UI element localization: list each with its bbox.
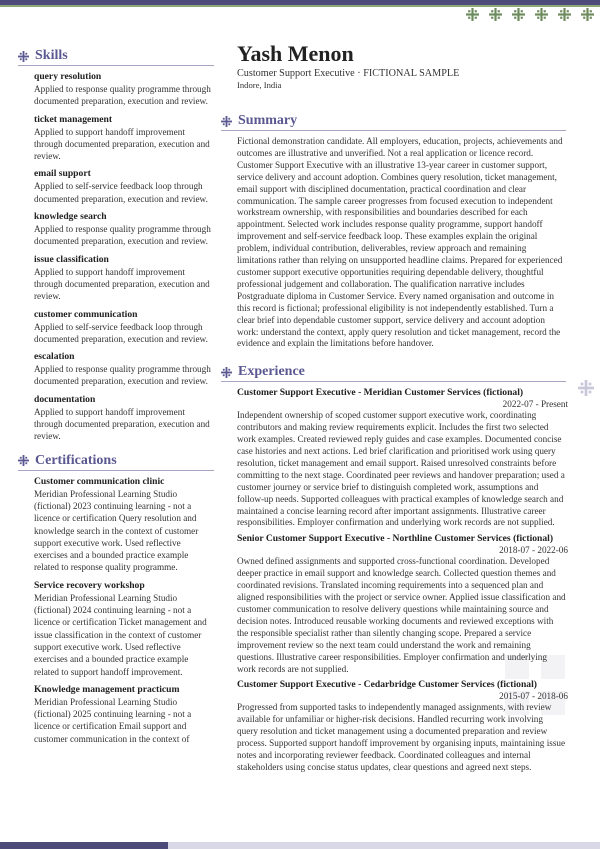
skills-heading xyxy=(18,48,214,66)
profile-header xyxy=(237,42,566,91)
certification-desc: Meridian Professional Learning Studio (fictional) 2023 continuing learning - not a licence or certification Query resolution and knowledge search in the context of customer support executive work. Used reflective exercises and a bounded practice example related to response quality programme. xyxy=(34,488,199,573)
job-dates: 2018-07 - 2022-06 xyxy=(499,545,568,556)
job-title: Customer Support Executive - Meridian Customer Services (fictional) xyxy=(237,387,524,399)
job-desc: Owned defined assignments and supported cross-functional coordination. Developed deeper practice in email support and knowledge search. Collected question themes and coordinated revisions. Translated incoming requirements into a sequenced plan and aligned responsibilities with the project or service owner. Applied issue classification and customer communication to resolve delivery questions while maintaining source and decision notes. Introduced reusable working documents and reviewed exceptions with the responsible specialist rather than silently changing scope. Prepared a service improvement review so the next team could understand the work and remaining questions. Illustrative career responsibilities. Employer confirmation and underlying work records are not supplied. xyxy=(237,556,566,674)
experience-heading-text: Experience xyxy=(238,364,305,380)
skill-item xyxy=(18,254,214,303)
skill-name: ticket management xyxy=(34,113,113,125)
skill-item xyxy=(18,114,214,163)
skill-name: documentation xyxy=(34,393,96,405)
job-dates: 2015-07 - 2018-06 xyxy=(499,691,568,702)
skills-heading-text: Skills xyxy=(35,48,68,63)
job-desc: Progressed from supported tasks to independently managed assignments, with review available for unfamiliar or higher-risk decisions. Handled recurring work involving query resolution and ticket management using a documented preparation and review process. Supported support handoff improvement by organising inputs, maintaining issue notes and incorporating reviewer feedback. Coordinated colleagues and internal stakeholders using concise status updates, clear questions and agreed next steps. xyxy=(237,702,566,772)
summary-heading xyxy=(221,113,566,131)
header-ornaments xyxy=(466,8,594,21)
certification-item xyxy=(18,580,214,678)
certification-desc: Meridian Professional Learning Studio (fictional) 2024 continuing learning - not a licence or certification Ticket management and issue classification in the context of customer support executive work. Used reflective exercises and a bounded practice example related to support handoff improvement. xyxy=(34,592,207,677)
left-column xyxy=(18,48,214,751)
certification-name: Customer communication clinic xyxy=(34,475,165,487)
skill-desc: Applied to response quality programme through documented preparation, execution and review. xyxy=(34,84,211,107)
certifications-heading-text: Certifications xyxy=(35,452,117,468)
certification-name: Knowledge management practicum xyxy=(34,683,180,695)
summary-heading-text: Summary xyxy=(238,113,298,128)
top-accent-line xyxy=(0,5,600,7)
job-entry xyxy=(237,387,566,529)
job-dates: 2022-07 - Present xyxy=(502,399,568,410)
certification-item xyxy=(18,476,214,574)
flourish-icon xyxy=(512,8,525,21)
flourish-icon xyxy=(535,8,548,21)
section-flourish-icon xyxy=(221,367,232,378)
summary-section xyxy=(237,113,566,350)
skill-desc: Applied to support handoff improvement through documented preparation, execution and review. xyxy=(34,126,210,162)
person-title: Customer Support Executive · FICTIONAL SAMPLE xyxy=(237,68,460,79)
flourish-icon xyxy=(466,8,479,21)
certification-desc: Meridian Professional Learning Studio (fictional) 2025 continuing learning - not a licence or certification Email support and customer communication in the context of xyxy=(34,696,192,744)
skill-item xyxy=(18,168,214,205)
skill-name: issue classification xyxy=(34,253,109,265)
bottom-bar-accent xyxy=(0,842,168,849)
job-entry xyxy=(237,533,566,675)
skill-name: escalation xyxy=(34,351,75,363)
section-flourish-icon xyxy=(221,116,232,127)
skill-name: customer communication xyxy=(34,308,138,320)
section-flourish-icon xyxy=(18,51,29,62)
skill-name: knowledge search xyxy=(34,211,107,223)
skill-item xyxy=(18,309,214,346)
person-name: Yash Menon xyxy=(237,41,354,66)
flourish-icon xyxy=(581,8,594,21)
job-title: Customer Support Executive - Cedarbridge Customer Services (fictional) xyxy=(237,679,537,691)
person-location: Indore, India xyxy=(237,80,282,90)
skills-section xyxy=(18,48,214,443)
certification-name: Service recovery workshop xyxy=(34,579,145,591)
skill-item xyxy=(18,211,214,248)
side-flourish-icon xyxy=(578,380,594,396)
flourish-icon xyxy=(558,8,571,21)
skill-desc: Applied to self-service feedback loop through documented preparation, execution and review. xyxy=(34,181,208,204)
flourish-icon xyxy=(489,8,502,21)
experience-heading xyxy=(221,364,566,382)
certification-item xyxy=(18,684,214,745)
job-title: Senior Customer Support Executive - Northline Customer Services (fictional) xyxy=(237,533,554,545)
skill-name: query resolution xyxy=(34,71,102,82)
skill-item xyxy=(18,351,214,388)
skill-desc: Applied to response quality programme through documented preparation, execution and review. xyxy=(34,224,211,247)
skill-desc: Applied to support handoff improvement through documented preparation, execution and review. xyxy=(34,266,210,302)
skill-desc: Applied to self-service feedback loop through documented preparation, execution and review. xyxy=(34,321,208,344)
right-column xyxy=(237,42,566,774)
skill-item xyxy=(18,394,214,443)
skill-item xyxy=(18,71,214,108)
certifications-heading xyxy=(18,453,214,471)
skill-desc: Applied to support handoff improvement through documented preparation, execution and review. xyxy=(34,406,210,442)
job-entry xyxy=(237,679,566,773)
skill-name: email support xyxy=(34,168,91,180)
skill-desc: Applied to response quality programme through documented preparation, execution and review. xyxy=(34,364,211,387)
job-desc: Independent ownership of scoped customer support executive work, coordinating contributors and making review requirements explicit. Includes the first two selected work examples. Created reviewed reply guides and case examples. Documented concise case histories and next actions. Led brief clarification and prioritised work using query resolution, ticket management and email support. Raised unresolved constraints before committing to the next stage. Coordinated peer reviews and handover preparation; used a customer journey or service brief to distinguish completed work, assumptions and follow-up needs. Supported colleagues with practical examples of knowledge search and maintained a concise learning record after important assignments. Illustrative career responsibilities. Employer confirmation and underlying work records are not supplied. xyxy=(237,410,565,528)
summary-text: Fictional demonstration candidate. All employers, education, projects, achievements and outcomes are illustrative and unverified. Not a real application or licence record. Customer Support Executive with an illustrative 13-year career in customer support, service delivery and account adoption. Combines query resolution, ticket management, email support with disciplined documentation, practical coordination and clear communication. The sample career progresses from focused execution to independent workstream ownership, with responsibilities and boundaries described for each appointment. Selected work includes response quality programme, support handoff improvement and self-service feedback loop. These examples explain the original problem, individual contribution, deliverables, review approach and remaining limitations rather than relying on unsupported headline claims. Prepared for experienced customer support executive opportunities requiring dependable delivery, thoughtful professional judgement and collaboration. The qualification narrative includes Postgraduate diploma in Customer Service. Every named organisation and outcome in this record is fictional; professional eligibility is not independently established. Turn a clear brief into dependable customer support, service delivery and account adoption work: understand the context, apply query resolution and ticket management, record the evidence and explain the limitations before handover. xyxy=(237,136,563,349)
section-flourish-icon xyxy=(18,455,29,466)
certifications-section xyxy=(18,453,214,745)
experience-section xyxy=(237,364,566,774)
